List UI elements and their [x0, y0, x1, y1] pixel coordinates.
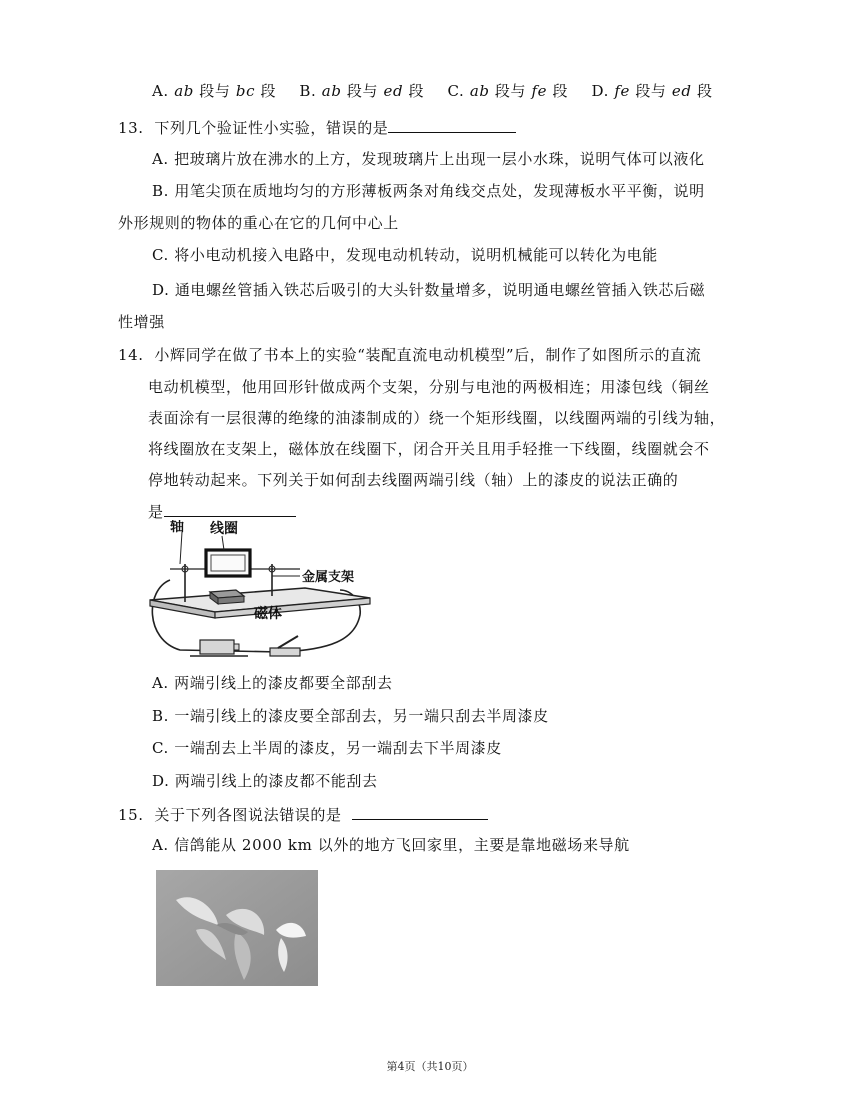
- q13-stem-text: 下列几个验证性小实验，错误的是: [154, 119, 389, 137]
- label-magnet: 磁体: [254, 606, 282, 622]
- magnet-front: [218, 596, 244, 604]
- q14-option-a[interactable]: A. 两端引线上的漆皮都要全部刮去: [152, 674, 393, 692]
- q14-option-d[interactable]: D. 两端引线上的漆皮都不能刮去: [152, 772, 378, 790]
- q13-option-d[interactable]: D. 通电螺丝管插入铁芯后吸引的大头针数量增多，说明通电螺丝管插入铁芯后磁: [152, 281, 706, 299]
- q13-option-b[interactable]: B. 用笔尖顶在质地均匀的方形薄板两条对角线交点处，发现薄板水平平衡，说明: [152, 182, 705, 200]
- page-footer: 第4页（共10页）: [386, 1060, 474, 1073]
- pigeons-photo: [156, 870, 318, 986]
- q15-option-a[interactable]: A. 信鸽能从 2000 km 以外的地方飞回家里，主要是靠地磁场来导航: [152, 836, 630, 854]
- label-coil: 线圈: [210, 521, 238, 537]
- q14-stem-line-6: 是: [148, 500, 296, 523]
- q12-option-c[interactable]: C. ab 段与 fe 段: [447, 82, 569, 100]
- q14-stem-line-1: 14. 小辉同学在做了书本上的实验“装配直流电动机模型”后，制作了如图所示的直流: [118, 346, 702, 364]
- battery: [200, 640, 234, 654]
- q14-answer-blank[interactable]: [164, 500, 296, 517]
- q14-option-c[interactable]: C. 一端刮去上半周的漆皮，另一端刮去下半周漆皮: [152, 739, 502, 757]
- switch-lever: [278, 636, 298, 648]
- q12-options-row: [152, 80, 731, 102]
- switch-base: [270, 648, 300, 656]
- battery-terminal: [234, 644, 239, 650]
- q15-number: 15.: [118, 806, 144, 824]
- coil: [206, 550, 250, 576]
- q15-answer-blank[interactable]: [352, 803, 488, 820]
- q12-option-a[interactable]: A. ab 段与 bc 段: [152, 82, 277, 100]
- q12-option-d[interactable]: D. fe 段与 ed 段: [591, 82, 713, 100]
- q13-option-d-continued: 性增强: [118, 313, 165, 331]
- q14-stem-line-2: 电动机模型，他用回形针做成两个支架，分别与电池的两极相连；用漆包线（铜丝: [148, 378, 710, 396]
- q14-number: 14.: [118, 346, 144, 364]
- q14-stem-line-5: 停地转动起来。下列关于如何刮去线圈两端引线（轴）上的漆皮的说法正确的: [148, 471, 679, 489]
- label-axis: 轴: [170, 520, 184, 535]
- q14-stem-line-4: 将线圈放在支架上，磁体放在线圈下，闭合开关且用手轻推一下线圈，线圈就会不: [148, 440, 710, 458]
- q13-option-b-continued: 外形规则的物体的重心在它的几何中心上: [118, 214, 399, 232]
- q13-answer-blank[interactable]: [388, 116, 516, 133]
- axis-pointer: [180, 532, 182, 564]
- q13-option-c[interactable]: C. 将小电动机接入电路中，发现电动机转动，说明机械能可以转化为电能: [152, 246, 658, 264]
- q13-option-a[interactable]: A. 把玻璃片放在沸水的上方，发现玻璃片上出现一层小水珠，说明气体可以液化: [152, 150, 705, 168]
- coil-pointer: [222, 536, 224, 550]
- q15-stem: 15. 关于下列各图说法错误的是: [118, 803, 488, 826]
- q14-option-b[interactable]: B. 一端引线上的漆皮要全部刮去，另一端只刮去半周漆皮: [152, 707, 549, 725]
- q12-option-b[interactable]: B. ab 段与 ed 段: [299, 82, 425, 100]
- q14-motor-figure: [140, 520, 390, 670]
- label-bracket: 金属支架: [302, 570, 355, 585]
- q14-stem-line-3: 表面涂有一层很薄的绝缘的油漆制成的）绕一个矩形线圈，以线圈两端的引线为轴，: [148, 409, 726, 427]
- q13-stem: [118, 116, 516, 139]
- q13-number: 13.: [118, 119, 144, 137]
